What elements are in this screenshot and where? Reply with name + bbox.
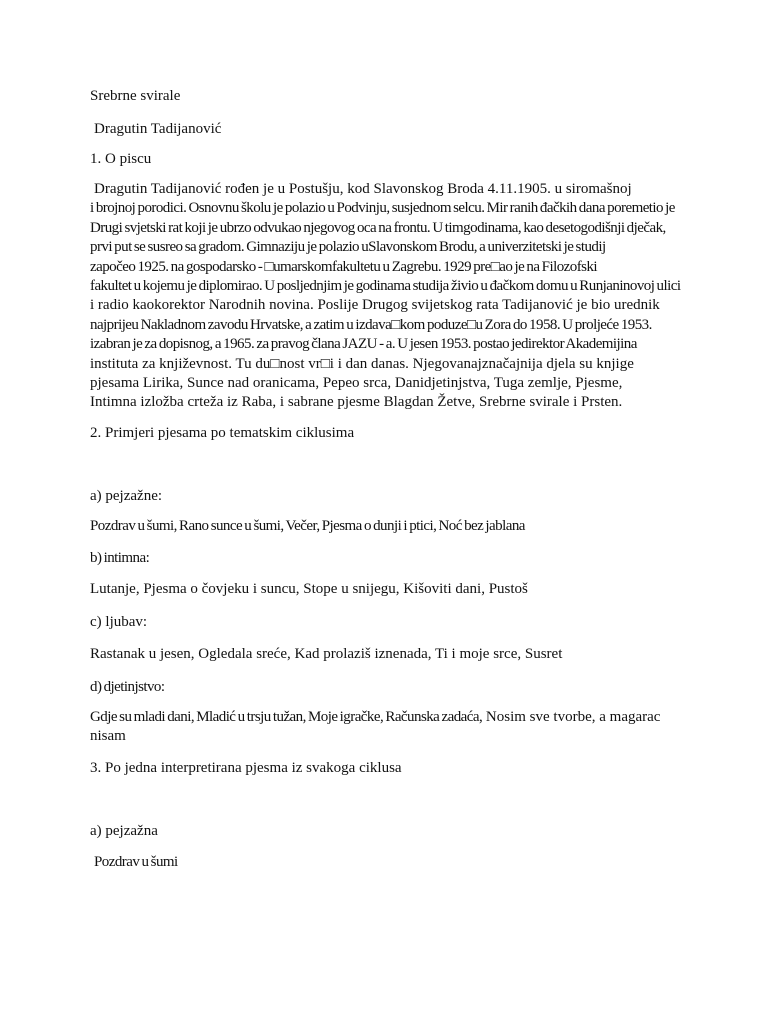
section-heading-poem-examples: 2. Primjeri pjesama po tematskim ciklusima bbox=[90, 425, 355, 441]
section-heading-interpretations: 3. Po jedna interpretirana pjesma iz svakoga ciklusa bbox=[90, 760, 402, 776]
document-title: Srebrne svirale bbox=[90, 88, 181, 104]
cycle-heading-landscape: a) pejzažne: bbox=[90, 488, 163, 504]
interpretation-heading-landscape: a) pejzažna bbox=[90, 823, 158, 839]
interpretation-poem-title: Pozdrav u šumi bbox=[94, 854, 178, 870]
bio-line: fakultet u kojemu je diplomirao. U posljednjim je godinama studija živio u đačkom domu u Runjaninovoj ulici bbox=[90, 278, 681, 295]
cycle-heading-intimate: b) intimna: bbox=[90, 550, 150, 566]
bio-line: Dragutin Tadijanović rođen je u Postušju, kod Slavonskog Broda 4.11.1905. u siromašnoj bbox=[94, 181, 632, 197]
cycle-list-intimate: Lutanje, Pjesma o čovjeku i suncu, Stope u snijegu, Kišoviti dani, Pustoš bbox=[90, 581, 528, 597]
cycle-list-love: Rastanak u jesen, Ogledala sreće, Kad prolaziš iznenada, Ti i moje srce, Susret bbox=[90, 646, 563, 662]
cycle-list-childhood-continued: nisam bbox=[90, 728, 126, 744]
author-name: Dragutin Tadijanović bbox=[94, 121, 222, 137]
bio-line: pjesama Lirika, Sunce nad oranicama, Pepeo srca, Danidjetinjstva, Tuga zemlje, Pjesme, bbox=[90, 375, 623, 392]
cycle-list-childhood-part: Nosim sve tvorbe, a magarac bbox=[482, 709, 661, 725]
section-heading-about-author: 1. O piscu bbox=[90, 151, 152, 167]
bio-line: prvi put se susreo sa gradom. Gimnaziju je polazio uSlavonskom Brodu, a univerzitetski je studij bbox=[90, 239, 606, 256]
bio-line: i brojnoj porodici. Osnovnu školu je polazio u Podvinju, susjednom selcu. Mir ranih đačkih dana poremetio je bbox=[90, 200, 675, 217]
cycle-heading-love: c) ljubav: bbox=[90, 614, 148, 630]
bio-line: Drugi svjetski rat koji je ubrzo odvukao njegovog oca na frontu. U timgodinama, kao desetogodišnji dječak, bbox=[90, 219, 666, 236]
cycle-list-childhood bbox=[90, 708, 660, 727]
bio-line: Intimna izložba crteža iz Raba, i sabrane pjesme Blagdan Žetve, Srebrne svirale i Prsten. bbox=[90, 394, 623, 411]
bio-line: izabran je za dopisnog, a 1965. za pravog člana JAZU - a. U jesen 1953. postao jedirektor Akademijina bbox=[90, 336, 637, 353]
bio-line: započeo 1925. na gospodarsko - □umarskomfakultetu u Zagrebu. 1929 pre□ao je na Filozofski bbox=[90, 258, 598, 275]
cycle-list-landscape: Pozdrav u šumi, Rano sunce u šumi, Večer, Pjesma o dunji i ptici, Noć bez jablana bbox=[90, 518, 525, 534]
cycle-list-childhood-part: Gdje su mladi dani, Mladić u trsju tužan, Moje igračke, Računska zadaća, bbox=[90, 709, 483, 725]
bio-line: najprijeu Nakladnom zavodu Hrvatske, a zatim u izdava□kom poduze□u Zora do 1958. U proljeće 1953. bbox=[90, 316, 652, 333]
author-biography bbox=[90, 180, 690, 413]
bio-line: i radio kaokorektor Narodnih novina. Poslije Drugog svijetskog rata Tadijanović je bio urednik bbox=[90, 297, 660, 314]
bio-line: instituta za književnost. Tu du□nost vr□i i dan danas. Njegovanajznačajnija djela su knjige bbox=[90, 355, 634, 372]
cycle-heading-childhood: d) djetinjstvo: bbox=[90, 679, 165, 695]
